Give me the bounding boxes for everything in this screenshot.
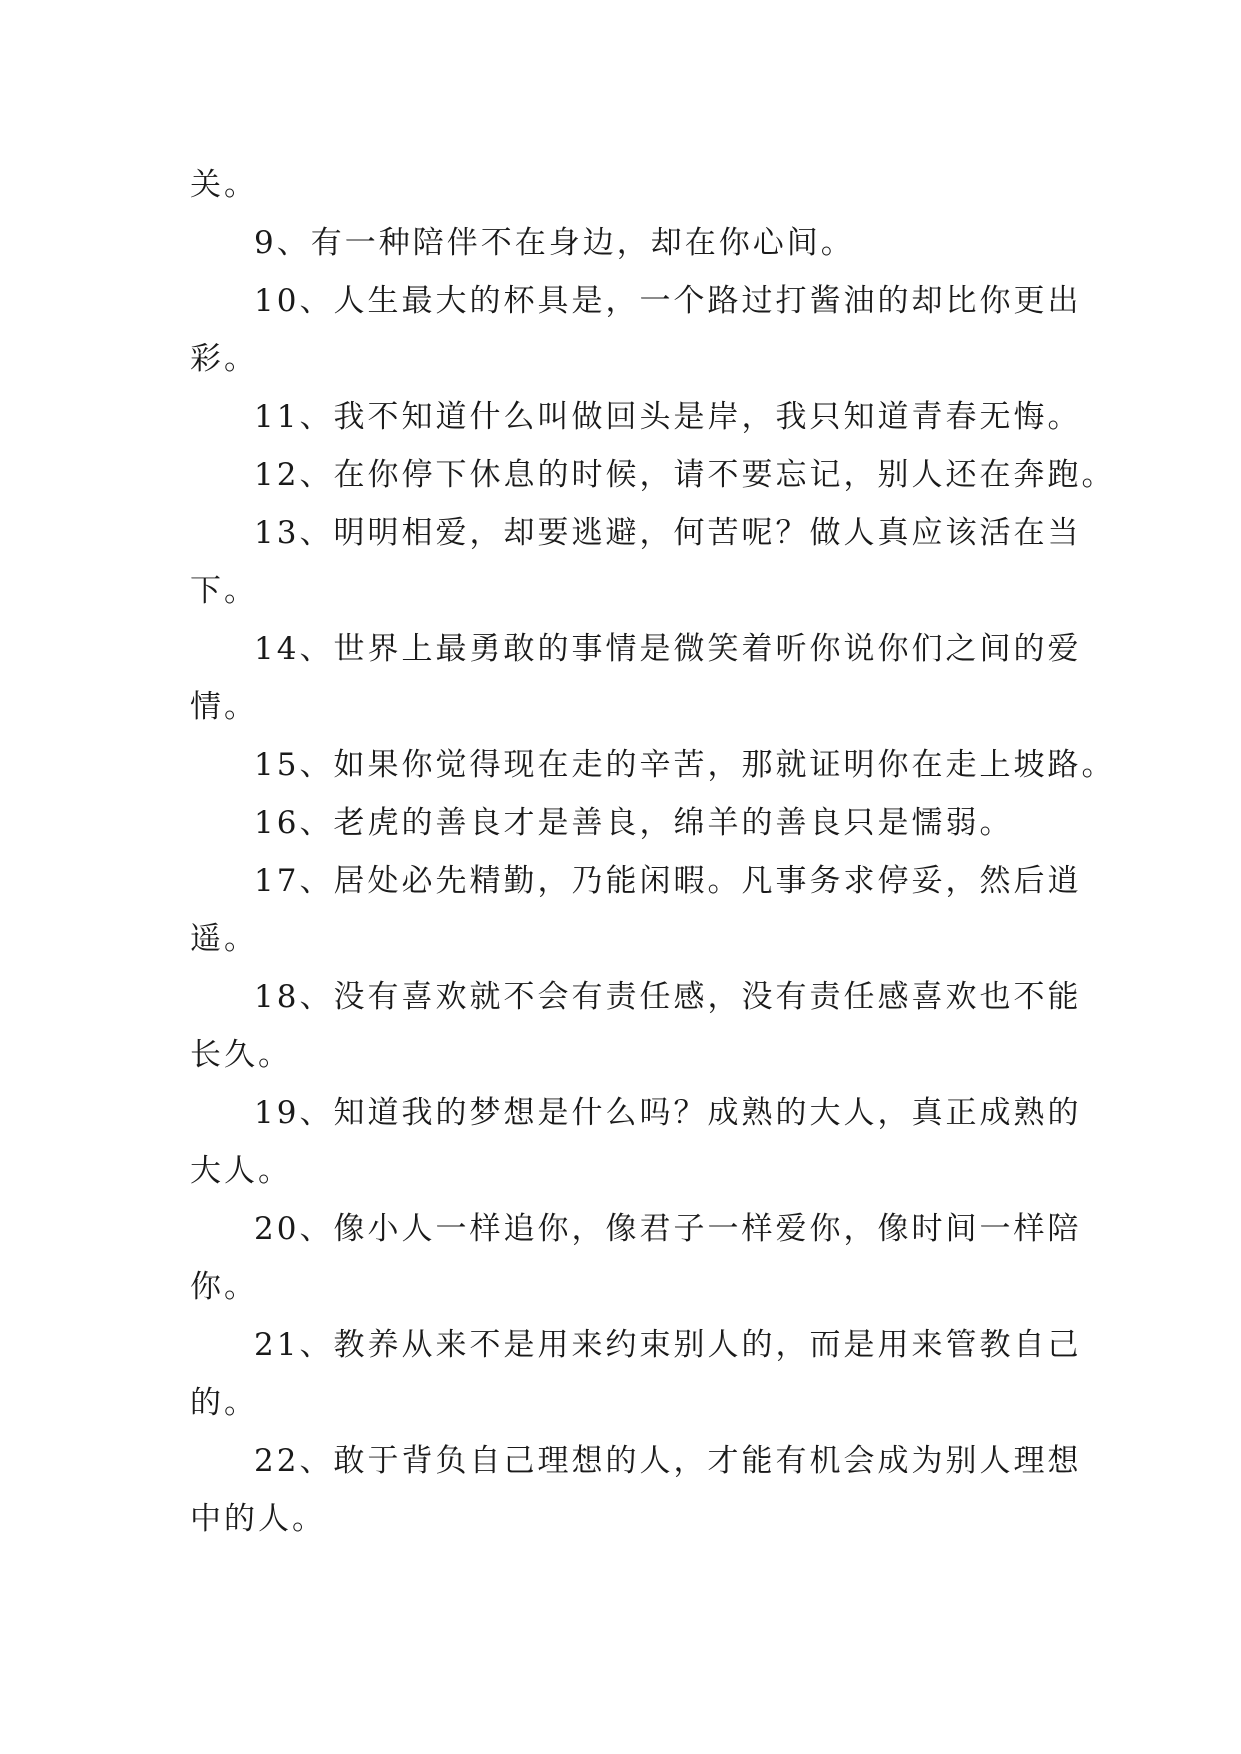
text-line: 彩。 bbox=[190, 341, 258, 377]
text-line: 16、老虎的善良才是善良，绵羊的善良只是懦弱。 bbox=[254, 805, 1014, 841]
text-line: 17、居处必先精勤，乃能闲暇。凡事务求停妥，然后逍 bbox=[254, 863, 1082, 899]
text-line: 12、在你停下休息的时候，请不要忘记，别人还在奔跑。 bbox=[254, 457, 1116, 493]
text-line: 13、明明相爱，却要逃避，何苦呢？做人真应该活在当 bbox=[254, 515, 1082, 551]
text-line: 情。 bbox=[190, 689, 258, 725]
text-line: 中的人。 bbox=[190, 1501, 326, 1537]
text-line: 的。 bbox=[190, 1385, 258, 1421]
text-line: 长久。 bbox=[190, 1037, 292, 1073]
document-body bbox=[190, 156, 1116, 1548]
text-line: 大人。 bbox=[190, 1153, 292, 1189]
text-line: 19、知道我的梦想是什么吗？成熟的大人，真正成熟的 bbox=[254, 1095, 1082, 1131]
text-line: 10、人生最大的杯具是，一个路过打酱油的却比你更出 bbox=[254, 283, 1082, 319]
text-line: 14、世界上最勇敢的事情是微笑着听你说你们之间的爱 bbox=[254, 631, 1082, 667]
text-line: 15、如果你觉得现在走的辛苦，那就证明你在走上坡路。 bbox=[254, 747, 1116, 783]
text-line: 遥。 bbox=[190, 921, 258, 957]
text-line: 关。 bbox=[190, 167, 258, 203]
text-line: 21、教养从来不是用来约束别人的，而是用来管教自己 bbox=[254, 1327, 1082, 1363]
text-line: 22、敢于背负自己理想的人，才能有机会成为别人理想 bbox=[254, 1443, 1082, 1479]
text-line: 下。 bbox=[190, 573, 258, 609]
text-line: 你。 bbox=[190, 1269, 258, 1305]
text-line: 18、没有喜欢就不会有责任感，没有责任感喜欢也不能 bbox=[254, 979, 1082, 1015]
text-line: 9、有一种陪伴不在身边，却在你心间。 bbox=[254, 225, 855, 261]
text-line: 20、像小人一样追你，像君子一样爱你，像时间一样陪 bbox=[254, 1211, 1082, 1247]
text-line: 11、我不知道什么叫做回头是岸，我只知道青春无悔。 bbox=[254, 399, 1082, 435]
